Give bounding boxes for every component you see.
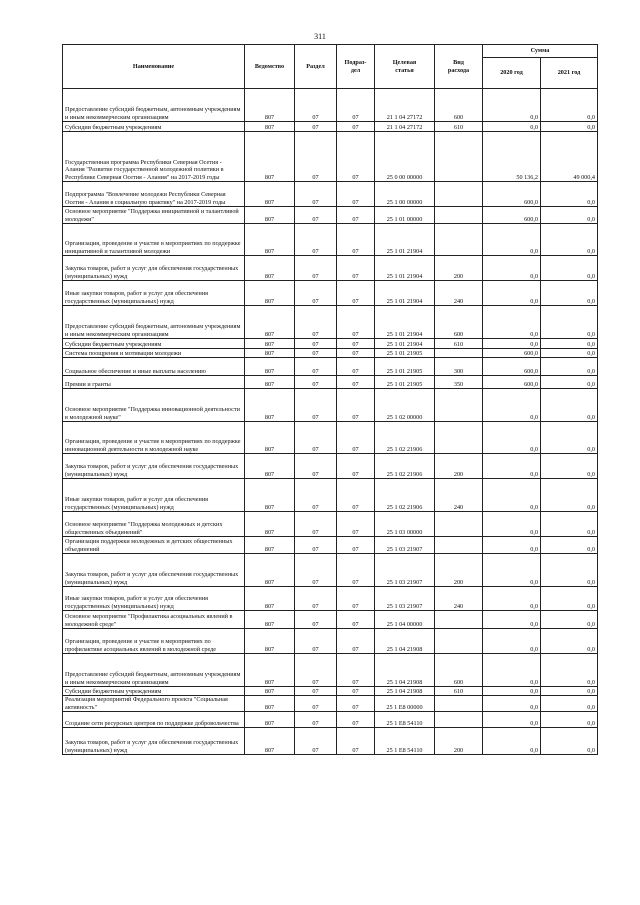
row-expense-type xyxy=(435,712,483,728)
row-amount-2020: 0,0 xyxy=(483,339,541,349)
row-amount-2020: 0,0 xyxy=(483,554,541,587)
row-dept: 807 xyxy=(245,537,295,554)
row-section: 07 xyxy=(295,182,337,207)
row-amount-2020: 0,0 xyxy=(483,224,541,256)
row-expense-type: 200 xyxy=(435,256,483,281)
table-row xyxy=(63,454,598,479)
table-row xyxy=(63,687,598,696)
row-dept: 807 xyxy=(245,687,295,696)
row-section: 07 xyxy=(295,587,337,611)
row-section: 07 xyxy=(295,654,337,687)
row-target: 25 1 04 21908 xyxy=(375,654,435,687)
row-section: 07 xyxy=(295,696,337,712)
row-name: Субсидии бюджетным учреждениям xyxy=(63,687,245,696)
row-dept: 807 xyxy=(245,349,295,358)
row-subsection: 07 xyxy=(337,281,375,306)
row-expense-type xyxy=(435,611,483,629)
table-row xyxy=(63,207,598,224)
row-amount-2021: 0,0 xyxy=(541,512,598,537)
row-target: 25 1 02 00000 xyxy=(375,389,435,422)
row-amount-2021: 0,0 xyxy=(541,339,598,349)
row-expense-type: 200 xyxy=(435,728,483,755)
row-dept: 807 xyxy=(245,728,295,755)
row-subsection: 07 xyxy=(337,554,375,587)
row-amount-2021: 0,0 xyxy=(541,479,598,512)
row-name: Социальное обеспечение и иные выплаты населению xyxy=(63,358,245,376)
row-section: 07 xyxy=(295,224,337,256)
header-section: Раздел xyxy=(295,45,337,89)
row-amount-2020: 0,0 xyxy=(483,122,541,132)
row-dept: 807 xyxy=(245,182,295,207)
row-amount-2020: 0,0 xyxy=(483,696,541,712)
row-amount-2021: 0,0 xyxy=(541,611,598,629)
row-section: 07 xyxy=(295,339,337,349)
row-subsection: 07 xyxy=(337,654,375,687)
row-amount-2020: 600,0 xyxy=(483,182,541,207)
row-amount-2021: 0,0 xyxy=(541,122,598,132)
table-row xyxy=(63,389,598,422)
table-row xyxy=(63,611,598,629)
row-expense-type xyxy=(435,349,483,358)
row-section: 07 xyxy=(295,376,337,389)
row-section: 07 xyxy=(295,358,337,376)
table-row xyxy=(63,132,598,182)
row-subsection: 07 xyxy=(337,629,375,654)
row-expense-type: 600 xyxy=(435,89,483,122)
row-dept: 807 xyxy=(245,376,295,389)
row-subsection: 07 xyxy=(337,454,375,479)
row-section: 07 xyxy=(295,132,337,182)
row-amount-2020: 0,0 xyxy=(483,454,541,479)
table-row xyxy=(63,537,598,554)
row-expense-type: 610 xyxy=(435,339,483,349)
row-amount-2021: 0,0 xyxy=(541,376,598,389)
row-dept: 807 xyxy=(245,654,295,687)
row-target: 25 1 02 21906 xyxy=(375,422,435,454)
row-amount-2021: 0,0 xyxy=(541,454,598,479)
row-target: 25 1 01 21904 xyxy=(375,306,435,339)
row-amount-2020: 0,0 xyxy=(483,537,541,554)
row-expense-type xyxy=(435,537,483,554)
row-section: 07 xyxy=(295,479,337,512)
row-name: Основное мероприятие "Профилактика асоциальных явлений в молодежной среде" xyxy=(63,611,245,629)
table-row xyxy=(63,376,598,389)
row-expense-type: 300 xyxy=(435,358,483,376)
row-name: Предоставление субсидий бюджетным, автономным учреждениям и иным некоммерческим организациям xyxy=(63,89,245,122)
row-target: 25 1 01 21904 xyxy=(375,256,435,281)
table-row xyxy=(63,306,598,339)
row-expense-type: 350 xyxy=(435,376,483,389)
row-subsection: 07 xyxy=(337,687,375,696)
row-name: Закупка товаров, работ и услуг для обеспечения государственных (муниципальных) нужд xyxy=(63,454,245,479)
row-section: 07 xyxy=(295,389,337,422)
row-name: Предоставление субсидий бюджетным, автономным учреждениям и иным некоммерческим организациям xyxy=(63,306,245,339)
row-expense-type: 600 xyxy=(435,654,483,687)
row-amount-2021: 0,0 xyxy=(541,89,598,122)
row-section: 07 xyxy=(295,537,337,554)
row-amount-2020: 0,0 xyxy=(483,654,541,687)
row-name: Иные закупки товаров, работ и услуг для обеспечения государственных (муниципальных) нужд xyxy=(63,281,245,306)
row-name: Основное мероприятие "Поддержка молодежных и детских общественных объединений" xyxy=(63,512,245,537)
table-row xyxy=(63,89,598,122)
table-row xyxy=(63,256,598,281)
row-dept: 807 xyxy=(245,629,295,654)
row-subsection: 07 xyxy=(337,182,375,207)
table-row xyxy=(63,654,598,687)
row-amount-2021: 0,0 xyxy=(541,256,598,281)
row-expense-type: 240 xyxy=(435,587,483,611)
row-target: 25 1 04 21908 xyxy=(375,629,435,654)
row-subsection: 07 xyxy=(337,89,375,122)
row-target: 25 1 01 00000 xyxy=(375,207,435,224)
table-row xyxy=(63,224,598,256)
row-expense-type xyxy=(435,422,483,454)
row-subsection: 07 xyxy=(337,207,375,224)
row-name: Реализация мероприятий Федерального проекта "Социальная активность" xyxy=(63,696,245,712)
row-subsection: 07 xyxy=(337,376,375,389)
row-name: Закупка товаров, работ и услуг для обеспечения государственных (муниципальных) нужд xyxy=(63,728,245,755)
row-amount-2020: 600,0 xyxy=(483,358,541,376)
row-name: Организация, проведение и участие в мероприятиях по поддержке инициативной и талантливой молодежи xyxy=(63,224,245,256)
table-row xyxy=(63,629,598,654)
row-subsection: 07 xyxy=(337,587,375,611)
row-amount-2021: 0,0 xyxy=(541,306,598,339)
table-row xyxy=(63,122,598,132)
row-section: 07 xyxy=(295,122,337,132)
row-target: 25 1 01 21904 xyxy=(375,224,435,256)
row-target: 25 1 03 21907 xyxy=(375,554,435,587)
row-dept: 807 xyxy=(245,207,295,224)
table-row xyxy=(63,512,598,537)
row-dept: 807 xyxy=(245,712,295,728)
row-subsection: 07 xyxy=(337,611,375,629)
row-section: 07 xyxy=(295,512,337,537)
row-target: 25 1 01 21904 xyxy=(375,281,435,306)
row-subsection: 07 xyxy=(337,349,375,358)
row-name: Иные закупки товаров, работ и услуг для обеспечения государственных (муниципальных) нужд xyxy=(63,479,245,512)
row-target: 25 1 E8 54110 xyxy=(375,728,435,755)
row-name: Основное мероприятие "Поддержка инициативной и талантливой молодежи" xyxy=(63,207,245,224)
row-amount-2021: 0,0 xyxy=(541,389,598,422)
row-subsection: 07 xyxy=(337,358,375,376)
row-target: 25 0 00 00000 xyxy=(375,132,435,182)
row-target: 25 1 01 21905 xyxy=(375,358,435,376)
row-dept: 807 xyxy=(245,611,295,629)
table-row xyxy=(63,712,598,728)
row-name: Подпрограмма "Вовлечение молодежи Республики Северная Осетия - Алания в социальную практику" на 2017-2019 годы xyxy=(63,182,245,207)
header-sum: Сумма xyxy=(483,45,598,58)
row-expense-type: 240 xyxy=(435,281,483,306)
row-amount-2021: 0,0 xyxy=(541,629,598,654)
row-amount-2020: 0,0 xyxy=(483,712,541,728)
row-amount-2020: 0,0 xyxy=(483,256,541,281)
row-subsection: 07 xyxy=(337,479,375,512)
row-name: Субсидии бюджетным учреждениям xyxy=(63,339,245,349)
header-expense-type: Вид расхода xyxy=(435,45,483,89)
table-header xyxy=(63,45,598,89)
row-amount-2020: 0,0 xyxy=(483,512,541,537)
row-amount-2021: 0,0 xyxy=(541,654,598,687)
row-amount-2021: 0,0 xyxy=(541,281,598,306)
row-section: 07 xyxy=(295,728,337,755)
row-expense-type xyxy=(435,696,483,712)
row-section: 07 xyxy=(295,629,337,654)
row-expense-type: 240 xyxy=(435,479,483,512)
budget-table xyxy=(62,44,598,755)
row-amount-2021: 0,0 xyxy=(541,207,598,224)
row-name: Иные закупки товаров, работ и услуг для обеспечения государственных (муниципальных) нужд xyxy=(63,587,245,611)
row-dept: 807 xyxy=(245,587,295,611)
row-amount-2020: 0,0 xyxy=(483,611,541,629)
row-name: Организация, проведение и участие в мероприятиях по поддержке инновационной деятельности в молодежной науке xyxy=(63,422,245,454)
row-target: 25 1 03 21907 xyxy=(375,587,435,611)
row-amount-2021: 0,0 xyxy=(541,587,598,611)
table-body xyxy=(63,89,598,755)
row-name: Закупка товаров, работ и услуг для обеспечения государственных (муниципальных) нужд xyxy=(63,554,245,587)
row-amount-2021: 0,0 xyxy=(541,349,598,358)
row-target: 25 1 00 00000 xyxy=(375,182,435,207)
row-target: 25 1 03 00000 xyxy=(375,512,435,537)
row-expense-type: 200 xyxy=(435,454,483,479)
row-dept: 807 xyxy=(245,358,295,376)
row-subsection: 07 xyxy=(337,339,375,349)
row-dept: 807 xyxy=(245,281,295,306)
header-dept: Ведомство xyxy=(245,45,295,89)
row-amount-2021: 0,0 xyxy=(541,696,598,712)
row-amount-2020: 600,0 xyxy=(483,349,541,358)
row-section: 07 xyxy=(295,454,337,479)
row-dept: 807 xyxy=(245,389,295,422)
row-dept: 807 xyxy=(245,512,295,537)
row-dept: 807 xyxy=(245,89,295,122)
row-target: 25 1 02 21906 xyxy=(375,479,435,512)
row-expense-type: 610 xyxy=(435,122,483,132)
row-section: 07 xyxy=(295,89,337,122)
row-name: Субсидии бюджетным учреждениям xyxy=(63,122,245,132)
row-section: 07 xyxy=(295,349,337,358)
row-expense-type xyxy=(435,132,483,182)
row-amount-2020: 0,0 xyxy=(483,629,541,654)
table-row xyxy=(63,182,598,207)
row-amount-2021: 49 000,4 xyxy=(541,132,598,182)
row-target: 25 1 E8 00000 xyxy=(375,696,435,712)
row-subsection: 07 xyxy=(337,256,375,281)
row-section: 07 xyxy=(295,256,337,281)
row-subsection: 07 xyxy=(337,537,375,554)
row-section: 07 xyxy=(295,554,337,587)
row-dept: 807 xyxy=(245,554,295,587)
row-subsection: 07 xyxy=(337,389,375,422)
row-expense-type xyxy=(435,512,483,537)
row-section: 07 xyxy=(295,687,337,696)
row-name: Закупка товаров, работ и услуг для обеспечения государственных (муниципальных) нужд xyxy=(63,256,245,281)
row-subsection: 07 xyxy=(337,728,375,755)
row-amount-2021: 0,0 xyxy=(541,358,598,376)
row-expense-type xyxy=(435,629,483,654)
row-dept: 807 xyxy=(245,224,295,256)
row-expense-type: 610 xyxy=(435,687,483,696)
row-subsection: 07 xyxy=(337,422,375,454)
row-expense-type xyxy=(435,389,483,422)
row-section: 07 xyxy=(295,281,337,306)
row-expense-type: 600 xyxy=(435,306,483,339)
row-amount-2020: 600,0 xyxy=(483,376,541,389)
row-amount-2021: 0,0 xyxy=(541,182,598,207)
row-amount-2021: 0,0 xyxy=(541,224,598,256)
row-name: Основное мероприятие "Поддержка инновационной деятельности в молодежной науке" xyxy=(63,389,245,422)
row-amount-2020: 0,0 xyxy=(483,281,541,306)
row-section: 07 xyxy=(295,611,337,629)
row-name: Организация поддержки молодежных и детских общественных объединений xyxy=(63,537,245,554)
row-dept: 807 xyxy=(245,132,295,182)
row-dept: 807 xyxy=(245,479,295,512)
row-dept: 807 xyxy=(245,454,295,479)
table-row xyxy=(63,339,598,349)
row-amount-2021: 0,0 xyxy=(541,537,598,554)
row-dept: 807 xyxy=(245,696,295,712)
row-target: 25 1 E8 54110 xyxy=(375,712,435,728)
row-amount-2021: 0,0 xyxy=(541,554,598,587)
table-row xyxy=(63,349,598,358)
row-section: 07 xyxy=(295,712,337,728)
row-subsection: 07 xyxy=(337,712,375,728)
row-name: Государственная программа Республики Северная Осетия - Алания "Развитие государственной молодежной политики в Республике Северная Осетия - Алания" на 2017-2019 годы xyxy=(63,132,245,182)
row-target: 25 1 01 21905 xyxy=(375,376,435,389)
row-target: 25 1 03 21907 xyxy=(375,537,435,554)
row-amount-2020: 0,0 xyxy=(483,587,541,611)
row-expense-type: 200 xyxy=(435,554,483,587)
table-row xyxy=(63,422,598,454)
table-row xyxy=(63,358,598,376)
row-dept: 807 xyxy=(245,339,295,349)
row-subsection: 07 xyxy=(337,696,375,712)
row-amount-2020: 0,0 xyxy=(483,479,541,512)
row-target: 21 1 04 27172 xyxy=(375,122,435,132)
row-amount-2021: 0,0 xyxy=(541,422,598,454)
header-year-2021: 2021 год xyxy=(541,58,598,89)
row-subsection: 07 xyxy=(337,122,375,132)
row-name: Создание сети ресурсных центров по поддержке добровольчества xyxy=(63,712,245,728)
row-target: 25 1 02 21906 xyxy=(375,454,435,479)
table-row xyxy=(63,281,598,306)
header-subsection: Подраз- дел xyxy=(337,45,375,89)
row-amount-2020: 50 136,2 xyxy=(483,132,541,182)
row-dept: 807 xyxy=(245,422,295,454)
page-number: 311 xyxy=(314,32,326,41)
row-dept: 807 xyxy=(245,306,295,339)
row-amount-2020: 0,0 xyxy=(483,389,541,422)
row-name: Предоставление субсидий бюджетным, автономным учреждениям и иным некоммерческим организациям xyxy=(63,654,245,687)
row-amount-2021: 0,0 xyxy=(541,687,598,696)
row-target: 25 1 04 00000 xyxy=(375,611,435,629)
row-name: Система поощрения и мотивации молодежи xyxy=(63,349,245,358)
row-dept: 807 xyxy=(245,256,295,281)
row-amount-2020: 600,0 xyxy=(483,207,541,224)
row-dept: 807 xyxy=(245,122,295,132)
row-section: 07 xyxy=(295,306,337,339)
row-expense-type xyxy=(435,207,483,224)
row-target: 25 1 01 21904 xyxy=(375,339,435,349)
row-target: 21 1 04 27172 xyxy=(375,89,435,122)
header-name: Наименование xyxy=(63,45,245,89)
header-year-2020: 2020 год xyxy=(483,58,541,89)
row-amount-2020: 0,0 xyxy=(483,89,541,122)
table-row xyxy=(63,587,598,611)
header-target: Целевая статья xyxy=(375,45,435,89)
row-expense-type xyxy=(435,224,483,256)
row-section: 07 xyxy=(295,422,337,454)
row-subsection: 07 xyxy=(337,132,375,182)
row-target: 25 1 01 21905 xyxy=(375,349,435,358)
table-row xyxy=(63,696,598,712)
row-section: 07 xyxy=(295,207,337,224)
row-expense-type xyxy=(435,182,483,207)
row-subsection: 07 xyxy=(337,306,375,339)
row-name: Организация, проведение и участие в мероприятиях по профилактике асоциальных явлений в молодежной среде xyxy=(63,629,245,654)
row-subsection: 07 xyxy=(337,224,375,256)
row-subsection: 07 xyxy=(337,512,375,537)
row-amount-2020: 0,0 xyxy=(483,687,541,696)
row-amount-2021: 0,0 xyxy=(541,712,598,728)
row-amount-2021: 0,0 xyxy=(541,728,598,755)
table-row xyxy=(63,554,598,587)
table-row xyxy=(63,479,598,512)
row-name: Премии и гранты xyxy=(63,376,245,389)
row-amount-2020: 0,0 xyxy=(483,422,541,454)
row-amount-2020: 0,0 xyxy=(483,306,541,339)
row-target: 25 1 04 21908 xyxy=(375,687,435,696)
row-amount-2020: 0,0 xyxy=(483,728,541,755)
table-row xyxy=(63,728,598,755)
